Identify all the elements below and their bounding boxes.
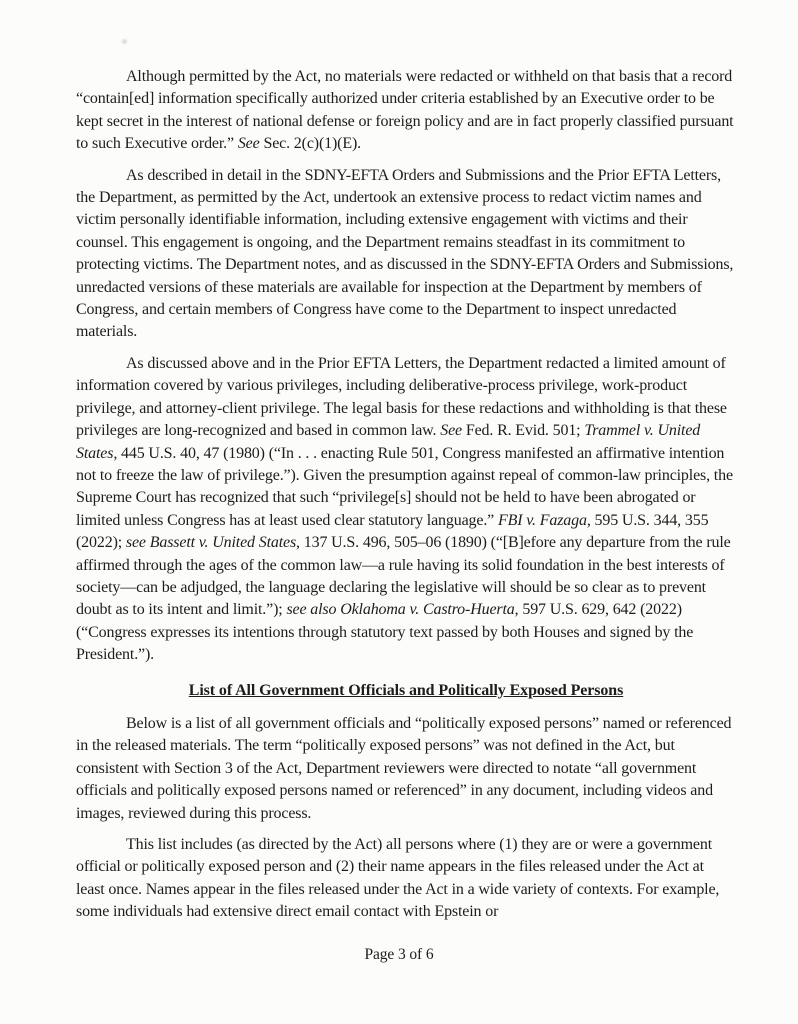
paragraph-list-criteria: This list includes (as directed by the Act) all persons where (1) they are or were a government official or politically exposed person and (2) their name appears in the files released under the Act at least once. Names appear in the files released under the Act in a wide variety of contexts. For example, some individuals had extensive direct email contact with Epstein or — [76, 836, 720, 921]
page-number: Page 3 of 6 — [364, 946, 434, 963]
document-content — [76, 66, 736, 933]
paragraph-classification-basis: Although permitted by the Act, no materials were redacted or withheld on that basis that a record “contain[ed] information specifically authorized under criteria established by an Executive order to be kept secret in the interest of national defense or foreign policy and are in fact properly classified pursuant to such Executive order.” See Sec. 2(c)(1)(E). — [76, 68, 734, 153]
paragraph-list-description: Below is a list of all government officials and “politically exposed persons” named or referenced in the released materials. The term “politically exposed persons” was not defined in the Act, but consistent with Section 3 of the Act, Department reviewers were directed to notate “all government officials and politically exposed persons named or referenced” in any document, including videos and images, reviewed during this process. — [76, 714, 732, 822]
scan-artifact — [121, 38, 128, 45]
section-heading-officials-list: List of All Government Officials and Politically Exposed Persons — [188, 681, 624, 699]
paragraph-victim-redactions: As described in detail in the SDNY-EFTA Orders and Submissions and the Prior EFTA Letters, the Department, as permitted by the Act, undertook an extensive process to redact victim names and victim personally identifiable information, including extensive engagement with victims and their counsel. This engagement is ongoing, and the Department remains steadfast in its commitment to protecting victims. The Department notes, and as discussed in the SDNY-EFTA Orders and Submissions, unredacted versions of these materials are available for inspection at the Department by members of Congress, and certain members of Congress have come to the Department to inspect unredacted materials. — [76, 166, 734, 341]
paragraph-privilege-redactions: As discussed above and in the Prior EFTA Letters, the Department redacted a limited amount of information covered by various privileges, including deliberative-process privilege, work-product privilege, and attorney-client privilege. The legal basis for these redactions and withholding is that these privileges are long-recognized and based in common law. See Fed. R. Evid. 501; Trammel v. United States, 445 U.S. 40, 47 (1980) (“In . . . enacting Rule 501, Congress manifested an affirmative intention not to freeze the law of privilege.”). Given the presumption against repeal of common-law principles, the Supreme Court has recognized that such “privilege[s] should not be held to have been abrogated or limited unless Congress has at least used clear statutory language.” FBI v. Fazaga, 595 U.S. 344, 355 (2022); see Bassett v. United States, 137 U.S. 496, 505–06 (1890) (“[B]efore any departure from the rule affirmed through the ages of the common law—a rule having its solid foundation in the best interests of society—can be adjudged, the language declaring the legislative will should be so clear as to prevent doubt as to its intent and limit.”); see also Oklahoma v. Castro-Huerta, 597 U.S. 629, 642 (2022) (“Congress expresses its intentions through statutory text passed by both Houses and signed by the President.”). — [76, 354, 733, 664]
